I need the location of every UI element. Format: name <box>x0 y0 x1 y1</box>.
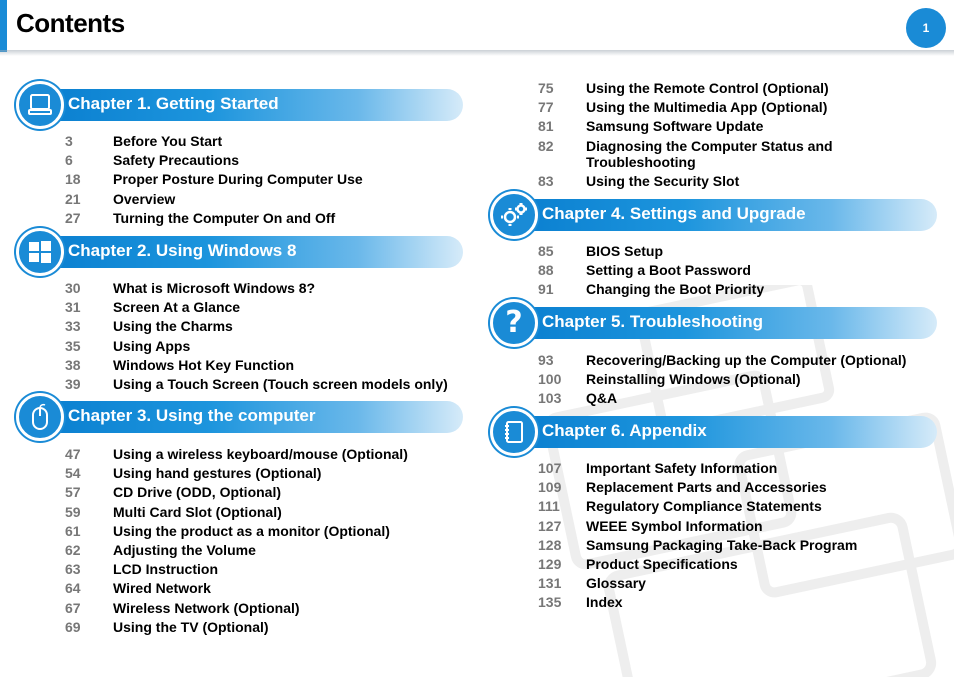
toc-page: 93 <box>538 352 554 368</box>
toc-entry[interactable] <box>65 484 408 503</box>
toc-title: Using hand gestures (Optional) <box>113 465 322 482</box>
toc-title: Using the Charms <box>113 318 233 335</box>
toc-title: CD Drive (ODD, Optional) <box>113 484 282 501</box>
toc-page: 33 <box>65 318 81 335</box>
toc-page: 82 <box>538 137 554 154</box>
toc-title: Adjusting the Volume <box>113 541 256 558</box>
header-divider <box>0 50 954 56</box>
toc-title: BIOS Setup <box>586 243 664 259</box>
chapter-2-entries <box>65 280 448 395</box>
toc-entry[interactable] <box>65 133 363 152</box>
gears-icon <box>490 191 538 239</box>
toc-title: Safety Precautions <box>113 152 240 169</box>
toc-entry[interactable] <box>538 518 857 537</box>
toc-entry[interactable] <box>538 556 857 575</box>
toc-page: 83 <box>538 172 554 189</box>
toc-title: Q&A <box>586 390 618 407</box>
toc-page: 107 <box>538 460 562 476</box>
toc-title: Turning the Computer On and Off <box>113 209 336 226</box>
toc-title: Using the Security Slot <box>586 172 740 189</box>
toc-entry[interactable] <box>65 280 448 299</box>
chapter-title: Chapter 2. Using Windows 8 <box>68 241 297 260</box>
toc-entry[interactable] <box>538 460 857 479</box>
toc-page: 18 <box>65 171 81 188</box>
toc-title: Index <box>586 594 623 611</box>
toc-title: Windows Hot Key Function <box>113 356 295 373</box>
toc-entry[interactable] <box>65 210 363 229</box>
toc-title: Reinstalling Windows (Optional) <box>586 371 801 388</box>
chapter-2-header[interactable] <box>16 228 463 270</box>
toc-title: Regulatory Compliance Statements <box>586 498 822 515</box>
toc-page: 88 <box>538 262 554 279</box>
toc-page: 57 <box>65 484 81 501</box>
toc-title: Before You Start <box>113 133 223 149</box>
mouse-icon <box>16 393 64 441</box>
toc-entry[interactable] <box>538 80 856 99</box>
toc-title: Screen At a Glance <box>113 299 241 316</box>
toc-page: 64 <box>65 580 81 597</box>
chapter-title: Chapter 3. Using the computer <box>68 406 316 425</box>
toc-entry[interactable] <box>65 600 408 619</box>
toc-entry[interactable] <box>65 171 363 190</box>
toc-page: 69 <box>65 618 81 635</box>
toc-page: 135 <box>538 594 562 611</box>
chapter-1-header[interactable] <box>16 81 463 123</box>
toc-entry[interactable] <box>65 318 448 337</box>
page-number-badge: 1 <box>906 8 946 48</box>
toc-page: 59 <box>65 503 81 520</box>
toc-title: What is Microsoft Windows 8? <box>113 280 316 296</box>
toc-title: Using a Touch Screen (Touch screen models only) <box>113 375 448 392</box>
toc-page: 47 <box>65 446 81 462</box>
toc-page: 131 <box>538 575 562 592</box>
laptop-icon <box>16 81 64 129</box>
toc-page: 85 <box>538 243 554 259</box>
toc-title: Using the product as a monitor (Optional) <box>113 522 390 539</box>
toc-entry[interactable] <box>65 504 408 523</box>
toc-title: Setting a Boot Password <box>586 262 751 279</box>
toc-title: Using a wireless keyboard/mouse (Optional) <box>113 446 408 462</box>
toc-title: Using the Multimedia App (Optional) <box>586 99 828 116</box>
toc-page: 103 <box>538 390 562 407</box>
toc-title: Proper Posture During Computer Use <box>113 171 363 188</box>
toc-entry[interactable] <box>65 580 408 599</box>
chapter-title: Chapter 4. Settings and Upgrade <box>542 204 806 223</box>
toc-page: 6 <box>65 152 73 169</box>
toc-page: 129 <box>538 555 562 572</box>
chapter-1-entries <box>65 133 363 229</box>
chapter-4-header[interactable] <box>490 191 937 233</box>
chapter-3-header[interactable] <box>16 393 463 435</box>
toc-page: 21 <box>65 190 81 207</box>
toc-entry[interactable] <box>538 118 856 137</box>
chapter-title: Chapter 5. Troubleshooting <box>542 312 764 331</box>
toc-title: Using Apps <box>113 337 191 354</box>
toc-entry[interactable] <box>538 173 856 192</box>
toc-page: 100 <box>538 371 562 388</box>
toc-page: 109 <box>538 479 562 496</box>
toc-entry[interactable] <box>65 542 408 561</box>
chapter-title: Chapter 1. Getting Started <box>68 94 279 113</box>
toc-title: Using the Remote Control (Optional) <box>586 80 829 96</box>
chapter-title: Chapter 6. Appendix <box>542 421 707 440</box>
toc-page: 67 <box>65 599 81 616</box>
toc-title: Product Specifications <box>586 555 738 572</box>
chapter-3-entries <box>65 446 408 638</box>
windows-icon <box>16 228 64 276</box>
toc-entry[interactable] <box>538 281 764 300</box>
toc-page: 30 <box>65 280 81 296</box>
toc-entry[interactable] <box>65 465 408 484</box>
toc-page: 75 <box>538 80 554 96</box>
toc-page: 35 <box>65 337 81 354</box>
toc-title: WEEE Symbol Information <box>586 517 763 534</box>
toc-entry[interactable] <box>538 352 906 371</box>
toc-page: 39 <box>65 375 81 392</box>
page-title: Contents <box>16 8 125 38</box>
toc-page: 54 <box>65 465 81 482</box>
toc-entry[interactable] <box>538 138 856 173</box>
toc-title: Important Safety Information <box>586 460 778 476</box>
toc-entry[interactable] <box>65 191 363 210</box>
toc-page: 63 <box>65 561 81 578</box>
toc-entry[interactable] <box>65 299 448 318</box>
toc-page: 77 <box>538 99 554 116</box>
toc-entry[interactable] <box>538 390 906 409</box>
toc-entry[interactable] <box>538 594 857 613</box>
toc-entry[interactable] <box>538 479 857 498</box>
chapter-4-entries <box>538 243 764 301</box>
toc-title: Samsung Software Update <box>586 118 764 135</box>
toc-page: 3 <box>65 133 73 149</box>
toc-entry[interactable] <box>538 575 857 594</box>
toc-title: Glossary <box>586 575 646 592</box>
toc-title: Wireless Network (Optional) <box>113 599 300 616</box>
toc-page: 38 <box>65 356 81 373</box>
toc-page: 31 <box>65 299 81 316</box>
toc-entry[interactable] <box>538 498 857 517</box>
toc-title: Recovering/Backing up the Computer (Optional) <box>586 352 907 368</box>
toc-entry[interactable] <box>65 338 448 357</box>
toc-title: Wired Network <box>113 580 211 597</box>
toc-title: Overview <box>113 190 176 207</box>
toc-page: 91 <box>538 281 554 298</box>
notebook-icon <box>490 408 538 456</box>
toc-page: 81 <box>538 118 554 135</box>
toc-title: LCD Instruction <box>113 561 218 578</box>
toc-entry[interactable] <box>538 99 856 118</box>
toc-entry[interactable] <box>65 561 408 580</box>
toc-page: 128 <box>538 536 562 553</box>
toc-title: Diagnosing the Computer Status and Troubleshooting <box>586 137 833 170</box>
toc-page: 62 <box>65 541 81 558</box>
toc-title: Replacement Parts and Accessories <box>586 479 827 496</box>
toc-page: 111 <box>538 498 560 515</box>
question-mark-icon: ? <box>490 299 538 347</box>
header-accent-bar <box>0 0 7 52</box>
toc-entry[interactable] <box>538 371 906 390</box>
toc-entry[interactable] <box>538 243 764 262</box>
toc-title: Samsung Packaging Take-Back Program <box>586 536 858 553</box>
chapter-5-entries <box>538 352 906 410</box>
toc-title: Multi Card Slot (Optional) <box>113 503 282 520</box>
toc-title: Using the TV (Optional) <box>113 618 269 635</box>
toc-page: 61 <box>65 522 81 539</box>
toc-entry[interactable] <box>538 537 857 556</box>
chapter-6-entries <box>538 460 857 614</box>
toc-entry[interactable] <box>65 619 408 638</box>
chapter-3-continued-entries <box>538 80 856 192</box>
toc-entry[interactable] <box>65 357 448 376</box>
toc-entry[interactable] <box>65 446 408 465</box>
toc-entry[interactable] <box>65 523 408 542</box>
toc-entry[interactable] <box>65 152 363 171</box>
toc-page: 27 <box>65 209 81 226</box>
chapter-6-header[interactable] <box>490 408 937 450</box>
chapter-5-header[interactable] <box>490 299 937 341</box>
toc-title: Changing the Boot Priority <box>586 281 765 298</box>
toc-entry[interactable] <box>538 262 764 281</box>
toc-page: 127 <box>538 517 562 534</box>
